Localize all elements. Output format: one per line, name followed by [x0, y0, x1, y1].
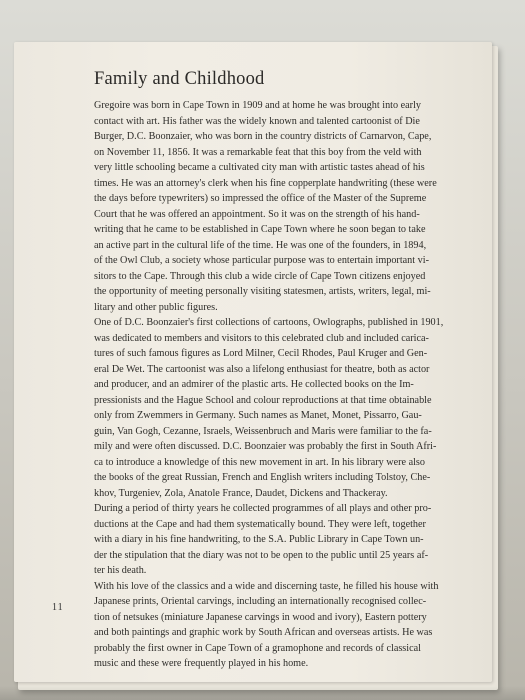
- paragraph: [94, 579, 482, 672]
- text-line: times. He was an attorney's clerk when his fine copperplate handwriting (these were: [94, 177, 437, 189]
- text-line: an active part in the cultural life of the time. He was one of the founders, in 1894,: [94, 239, 427, 251]
- paragraph: [94, 98, 482, 315]
- paragraph: [94, 501, 482, 579]
- body-text: [94, 98, 482, 672]
- text-line: With his love of the classics and a wide and discerning taste, he filled his house with: [94, 580, 439, 592]
- text-line: pressionists and the Hague School and colour reproductions at that time obtainable: [94, 394, 432, 406]
- text-line: tures of such famous figures as Lord Milner, Cecil Rhodes, Paul Kruger and Gen-: [94, 348, 428, 360]
- text-line: the opportunity of meeting personally visiting statesmen, artists, writers, legal, mi-: [94, 286, 431, 298]
- text-line: eral De Wet. The cartoonist was also a lifelong enthusiast for theatre, both as actor: [94, 363, 430, 375]
- text-line: Burger, D.C. Boonzaier, who was born in the country districts of Carnarvon, Cape,: [94, 131, 432, 143]
- text-line: very little schooling became a cultivated city man with artistic tastes ahead of his: [94, 162, 425, 174]
- text-line: with a diary in his fine handwriting, to the S.A. Public Library in Cape Town un-: [94, 534, 424, 546]
- text-line: only from Zwemmers in Germany. Such names as Manet, Monet, Pissarro, Gau-: [94, 410, 422, 422]
- text-line: litary and other public figures.: [94, 301, 218, 313]
- page-content: [94, 68, 482, 672]
- text-line: and producer, and an admirer of the plastic arts. He collected books on the Im-: [94, 379, 414, 391]
- text-line: Court that he was offered an appointment. So it was on the strength of his hand-: [94, 208, 420, 220]
- text-line: contact with art. His father was the widely known and talented cartoonist of Die: [94, 115, 420, 127]
- text-line: tion of netsukes (miniature Japanese carvings in wood and ivory), Eastern pottery: [94, 611, 427, 623]
- text-line: Japanese prints, Oriental carvings, including an internationally recognised collec-: [94, 596, 427, 608]
- text-line: ca to introduce a knowledge of this new movement in art. In his library were also: [94, 456, 425, 468]
- text-line: and both paintings and graphic work by South African and overseas artists. He was: [94, 627, 433, 639]
- text-line: sitors to the Cape. Through this club a wide circle of Cape Town citizens enjoyed: [94, 270, 426, 282]
- text-line: mily and were often discussed. D.C. Boonzaier was probably the first in South Afri-: [94, 441, 437, 453]
- text-line: writing that he came to be established in Cape Town where he soon began to take: [94, 224, 426, 236]
- text-line: was dedicated to members and visitors to this celebrated club and included carica-: [94, 332, 429, 344]
- text-line: the days before typewriters) so impressed the office of the Master of the Supreme: [94, 193, 427, 205]
- paragraph: [94, 315, 482, 501]
- page-number: 11: [52, 602, 64, 613]
- book-page: [14, 42, 492, 682]
- bottom-shadow: [0, 686, 525, 700]
- page-title: Family and Childhood: [94, 69, 265, 89]
- text-line: One of D.C. Boonzaier's first collections of cartoons, Owlographs, published in 1901,: [94, 317, 444, 329]
- text-line: of the Owl Club, a society whose particular purpose was to entertain important vi-: [94, 255, 429, 267]
- text-line: ter his death.: [94, 565, 147, 577]
- text-line: der the stipulation that the diary was not to be open to the public until 25 years af-: [94, 549, 429, 561]
- text-line: music and these were frequently played in his home.: [94, 658, 309, 670]
- text-line: During a period of thirty years he collected programmes of all plays and other pro-: [94, 503, 432, 515]
- text-line: probably the first owner in Cape Town of a gramophone and records of classical: [94, 642, 421, 654]
- text-line: khov, Turgeniev, Zola, Anatole France, Daudet, Dickens and Thackeray.: [94, 487, 388, 499]
- text-line: Gregoire was born in Cape Town in 1909 and at home he was brought into early: [94, 100, 422, 112]
- text-line: guin, Van Gogh, Cezanne, Israels, Weissenbruch and Maris were familiar to the fa-: [94, 425, 432, 437]
- text-line: ductions at the Cape and had them systematically bound. They were left, together: [94, 518, 426, 530]
- text-line: the books of the great Russian, French and English writers including Tolstoy, Che-: [94, 472, 431, 484]
- text-line: on November 11, 1856. It was a remarkable feat that this boy from the veld with: [94, 146, 422, 158]
